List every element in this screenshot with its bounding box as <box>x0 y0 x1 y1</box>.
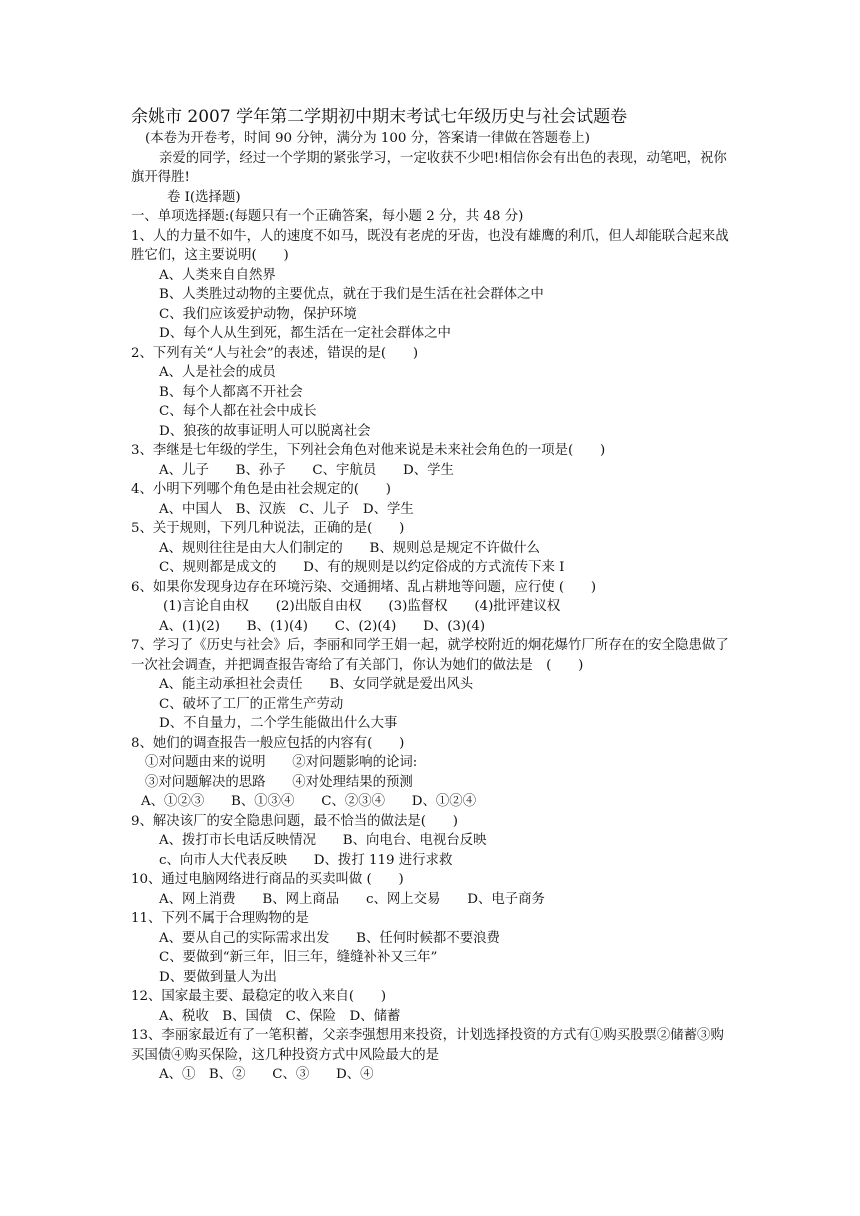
options-row: A、① B、② C、③ D、④ <box>159 1067 374 1082</box>
question-stem: 3、李继是七年级的学生，下列社会角色对他来说是未来社会角色的一项是( ) <box>131 443 606 458</box>
option-d: D、不自量力，二个学生能做出什么大事 <box>159 716 398 731</box>
options-ab: A、拨打市长电话反映情况 B、向电台、电视台反映 <box>159 833 487 848</box>
question-stem: 4、小明下列哪个角色是由社会规定的( ) <box>131 482 391 497</box>
question-stem: 12、国家最主要、最稳定的收入来自( ) <box>131 989 387 1004</box>
options-ab: A、能主动承担社会责任 B、女同学就是爱出风头 <box>159 677 474 692</box>
question-stem: 9、解决该厂的安全隐患问题，最不恰当的做法是( ) <box>131 813 458 829</box>
greeting: 亲爱的同学，经过一个学期的紧张学习，一定收获不少吧!相信你会有出色的表现，动笔吧，祝你旗开得胜! <box>131 150 727 185</box>
options-row: A、(1)(2) B、(1)(4) C、(2)(4) D、(3)(4) <box>159 618 486 634</box>
question-stem: 5、关于规则，下列几种说法，正确的是( ) <box>131 521 405 536</box>
section-heading: 一、单项选择题:(每题只有一个正确答案，每小题 2 分，共 48 分) <box>131 209 524 224</box>
question-6 <box>131 578 731 637</box>
option-c: C、要做到“新三年，旧三年，缝缝补补又三年” <box>159 950 438 965</box>
question-3 <box>131 441 731 480</box>
option-c: C、我们应该爱护动物，保护环境 <box>159 306 357 322</box>
options-row: A、税收 B、国债 C、保险 D、储蓄 <box>159 1008 401 1024</box>
option-c: C、破坏了工厂的正常生产劳动 <box>159 696 344 712</box>
question-8 <box>131 734 731 812</box>
options-cd: c、向市人大代表反映 D、拨打 119 进行求救 <box>159 852 453 868</box>
option-d: D、要做到量人为出 <box>159 969 277 985</box>
exam-paper <box>131 106 731 1085</box>
exam-title: 余姚市 2007 学年第二学期初中期末考试七年级历史与社会试题卷 <box>131 107 628 127</box>
option-c: C、每个人都在社会中成长 <box>159 404 317 419</box>
question-4 <box>131 480 731 519</box>
question-stem: 11、下列不属于合理购物的是 <box>131 911 309 926</box>
part-heading: 卷 I(选择题) <box>167 189 241 205</box>
options-cd: C、规则都是成文的 D、有的规则是以约定俗成的方式流传下来 I <box>159 560 565 575</box>
options-row: A、网上消费 B、网上商品 c、网上交易 D、电子商务 <box>159 891 545 907</box>
options-row: A、中国人 B、汉族 C、儿子 D、学生 <box>159 501 414 517</box>
question-9 <box>131 812 731 871</box>
content-items-1: ①对问题由来的说明 ②对问题影响的论词: <box>145 755 418 770</box>
question-stem: 6、如果你发现身边存在环境污染、交通拥堵、乱占耕地等问题，应行使 ( ) <box>131 579 597 595</box>
option-b: B、每个人都离不开社会 <box>159 384 303 400</box>
content-items-2: ③对问题解决的思路 ④对处理结果的预测 <box>145 774 413 790</box>
option-d: D、每个人从生到死，都生活在一定社会群体之中 <box>159 326 451 341</box>
option-d: D、狼孩的故事证明人可以脱离社会 <box>159 423 371 439</box>
question-13 <box>131 1026 731 1085</box>
question-5 <box>131 519 731 578</box>
question-12 <box>131 987 731 1026</box>
rights-list: (1)言论自由权 (2)出版自由权 (3)监督权 (4)批评建议权 <box>163 599 561 614</box>
option-a: A、人类来自自然界 <box>159 267 276 283</box>
question-stem: 10、通过电脑网络进行商品的买卖叫做 ( ) <box>131 872 404 887</box>
question-11 <box>131 909 731 987</box>
question-2 <box>131 344 731 442</box>
question-stem: 13、李丽家最近有了一笔积蓄，父亲李强想用来投资，计划选择投资的方式有①购买股票②储蓄③购买国债④购买保险，这几种投资方式中风险最大的是 <box>131 1028 724 1063</box>
options-ab: A、要从自己的实际需求出发 B、任何时候都不要浪费 <box>159 930 500 946</box>
question-7 <box>131 636 731 734</box>
question-stem: 2、下列有关“人与社会”的表述，错误的是( ) <box>131 345 419 361</box>
question-stem: 7、学习了《历史与社会》后，李丽和同学王娟一起，就学校附近的炯花爆竹厂所存在的安全隐患做了一次社会调查，并把调查报告寄给了有关部门，你认为她们的做法是 ( ) <box>131 638 729 673</box>
question-10 <box>131 870 731 909</box>
exam-note: (本卷为开卷考，时间 90 分钟，满分为 100 分，答案请一律做在答题卷上) <box>145 131 591 146</box>
question-stem: 8、她们的调查报告一般应包括的内容有( ) <box>131 735 405 751</box>
options-row: A、①②③ B、①③④ C、②③④ D、①②④ <box>141 794 477 809</box>
question-stem: 1、人的力量不如牛，人的速度不如马，既没有老虎的牙齿，也没有雄鹰的利爪，但人却能联合起来战胜它们，这主要说明( ) <box>131 228 729 263</box>
option-b: B、人类胜过动物的主要优点，就在于我们是生活在社会群体之中 <box>159 287 544 302</box>
option-a: A、人是社会的成员 <box>159 365 276 380</box>
options-row: A、儿子 B、孙子 C、宇航员 D、学生 <box>159 462 454 478</box>
options-ab: A、规则往往是由大人们制定的 B、规则总是规定不许做什么 <box>159 540 541 556</box>
question-1 <box>131 227 731 344</box>
